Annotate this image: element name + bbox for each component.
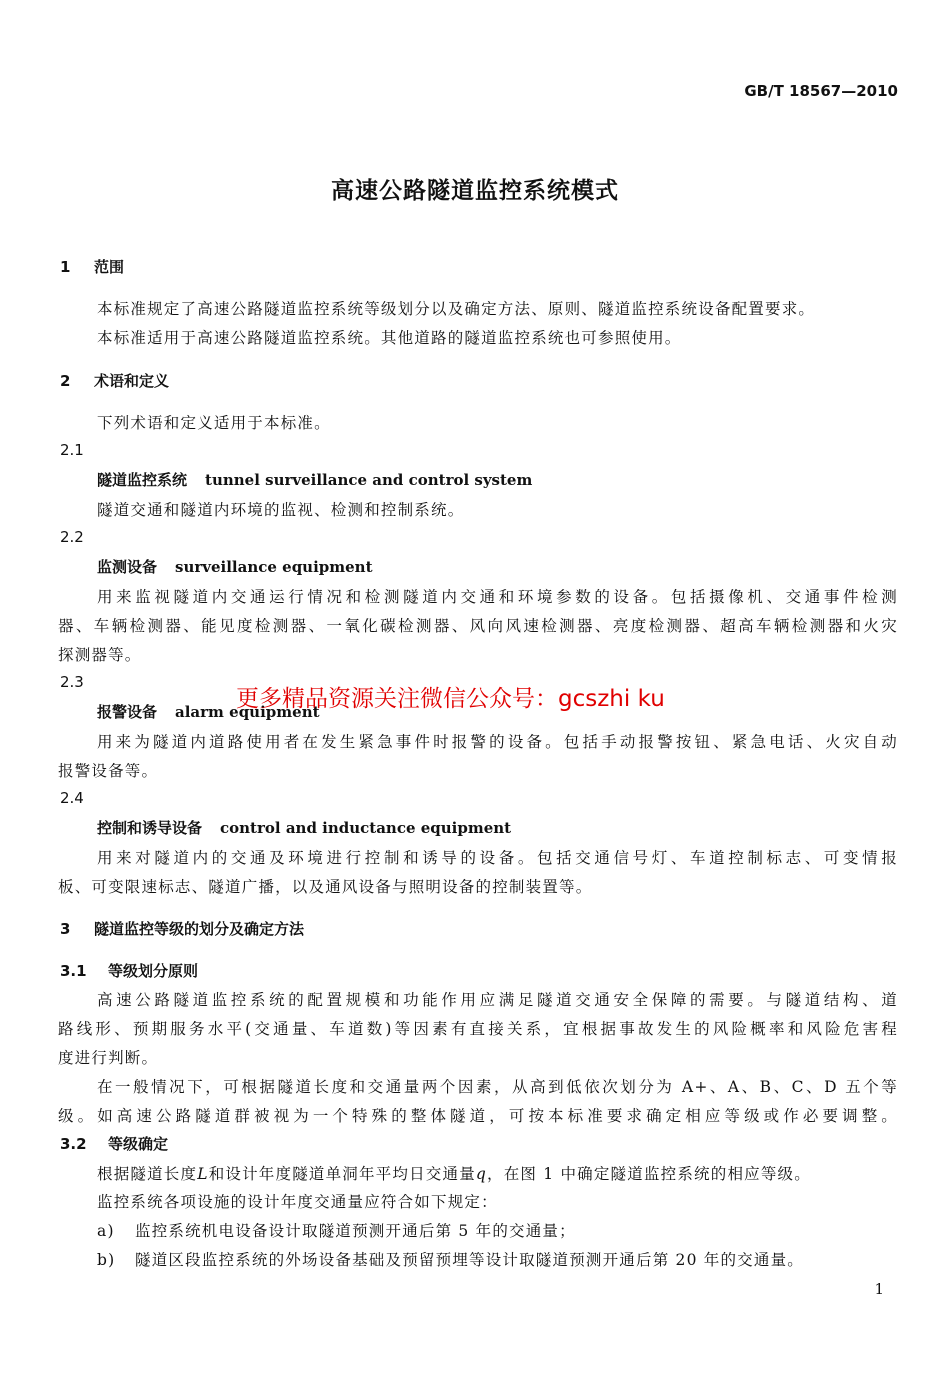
paragraph (97, 1162, 811, 1184)
clause-number: 2.1 (60, 441, 84, 459)
section-number: 3.1 (60, 962, 87, 980)
definition-continued: 报警设备等。 (58, 762, 159, 780)
definition-continued: 板、可变限速标志、隧道广播，以及通风设备与照明设备的控制装置等。 (58, 878, 593, 896)
paragraph: 在一般情况下，可根据隧道长度和交通量两个因素，从高到低依次划分为 A+、A、B、C、D 五个等 (97, 1078, 898, 1096)
text-run: 和设计年度隧道单洞年平均日交通量 (208, 1165, 476, 1183)
term-2-4 (97, 817, 511, 838)
paragraph: 高速公路隧道监控系统的配置规模和功能作用应满足隧道交通安全保障的需要。与隧道结构、道 (97, 991, 898, 1009)
paragraph-continued: 路线形、预期服务水平(交通量、车道数)等因素有直接关系，宜根据事故发生的风险概率和风险危害程 (58, 1020, 898, 1038)
variable-q: q (475, 1165, 488, 1183)
watermark-text: 更多精品资源关注微信公众号：gcszhi ku (236, 686, 665, 712)
paragraph-continued: 度进行判断。 (58, 1049, 159, 1067)
paragraph-continued: 级。如高速公路隧道群被视为一个特殊的整体隧道，可按本标准要求确定相应等级或作必要调整。 (58, 1107, 898, 1125)
section-3-2-heading (60, 1133, 168, 1154)
term-cn: 报警设备 (97, 703, 158, 721)
list-label: a) (97, 1222, 115, 1240)
term-en: tunnel surveillance and control system (205, 471, 533, 489)
section-number: 1 (60, 258, 71, 276)
paragraph: 本标准适用于高速公路隧道监控系统。其他道路的隧道监控系统也可参照使用。 (97, 329, 682, 347)
list-item (97, 1219, 576, 1241)
term-cn: 控制和诱导设备 (97, 819, 203, 837)
text-run: ，在图 1 中确定隧道监控系统的相应等级。 (487, 1165, 811, 1183)
clause-number: 2.3 (60, 673, 84, 691)
section-3-heading (60, 918, 304, 939)
section-number: 2 (60, 372, 71, 390)
document-title: 高速公路隧道监控系统模式 (331, 178, 619, 204)
paragraph: 下列术语和定义适用于本标准。 (97, 414, 331, 432)
section-number: 3.2 (60, 1135, 87, 1153)
list-item (97, 1248, 804, 1270)
clause-number: 2.2 (60, 528, 84, 546)
term-en: control and inductance equipment (220, 819, 512, 837)
definition: 用来对隧道内的交通及环境进行控制和诱导的设备。包括交通信号灯、车道控制标志、可变情报 (97, 849, 898, 867)
section-title: 术语和定义 (94, 372, 170, 390)
term-cn: 隧道监控系统 (97, 471, 188, 489)
section-2-heading (60, 370, 169, 391)
definition: 用来为隧道内道路使用者在发生紧急事件时报警的设备。包括手动报警按钮、紧急电话、火灾自动 (97, 733, 898, 751)
paragraph: 监控系统各项设施的设计年度交通量应符合如下规定： (97, 1193, 498, 1211)
list-text: 隧道区段监控系统的外场设备基础及预留预埋等设计取隧道预测开通后第 20 年的交通量。 (135, 1251, 804, 1269)
section-3-1-heading (60, 960, 198, 981)
section-title: 隧道监控等级的划分及确定方法 (94, 920, 305, 938)
term-cn: 监测设备 (97, 558, 158, 576)
term-en: alarm equipment (175, 703, 320, 721)
section-title: 等级划分原则 (108, 962, 199, 980)
section-title: 范围 (94, 258, 125, 276)
definition: 隧道交通和隧道内环境的监视、检测和控制系统。 (97, 501, 465, 519)
standard-number: GB/T 18567—2010 (744, 82, 898, 100)
term-2-2 (97, 556, 373, 577)
paragraph: 本标准规定了高速公路隧道监控系统等级划分以及确定方法、原则、隧道监控系统设备配置要求。 (97, 300, 816, 318)
section-title: 等级确定 (108, 1135, 169, 1153)
clause-number: 2.4 (60, 789, 84, 807)
list-label: b) (97, 1251, 116, 1269)
section-1-heading (60, 256, 124, 277)
page-number: 1 (874, 1280, 884, 1298)
term-2-1 (97, 469, 532, 490)
list-text: 监控系统机电设备设计取隧道预测开通后第 5 年的交通量； (135, 1222, 576, 1240)
term-en: surveillance equipment (175, 558, 373, 576)
section-number: 3 (60, 920, 71, 938)
text-run: 根据隧道长度 (97, 1165, 198, 1183)
definition: 用来监视隧道内交通运行情况和检测隧道内交通和环境参数的设备。包括摄像机、交通事件检测 (97, 588, 898, 606)
definition-continued: 器、车辆检测器、能见度检测器、一氧化碳检测器、风向风速检测器、亮度检测器、超高车辆检测器和火灾 (58, 617, 898, 635)
variable-L: L (197, 1165, 209, 1183)
definition-continued: 探测器等。 (58, 646, 142, 664)
